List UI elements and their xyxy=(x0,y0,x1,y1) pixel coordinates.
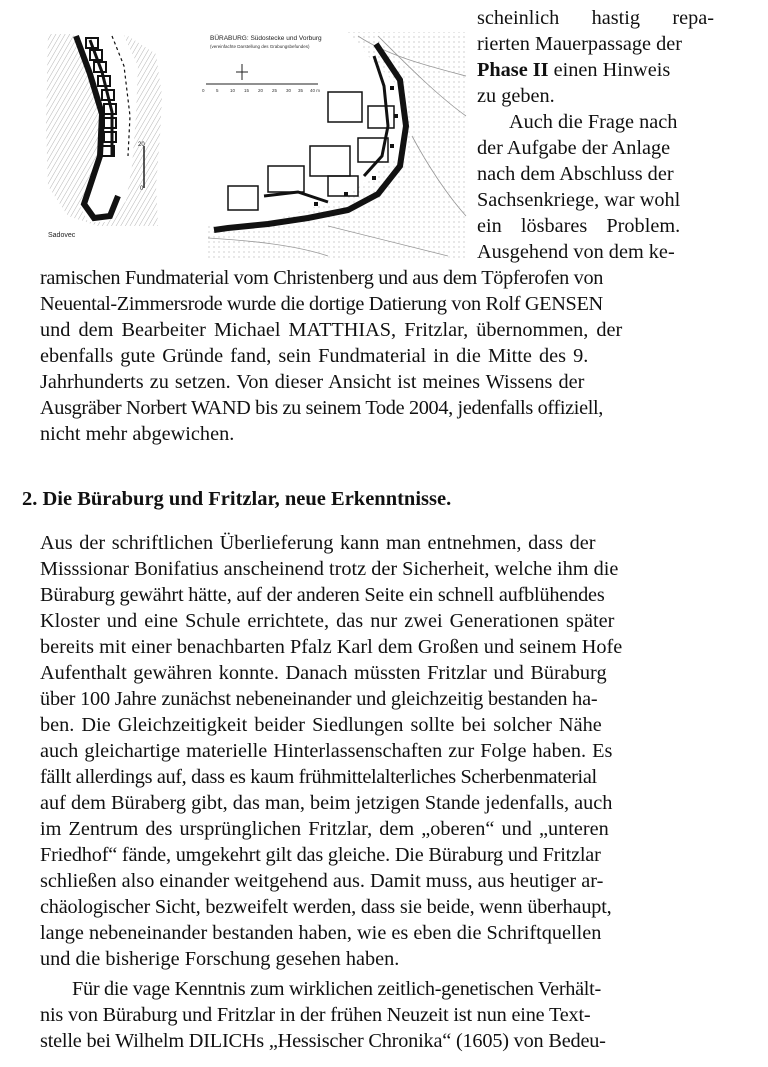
text-line-11: ramischen Fundmaterial vom Christenberg und aus dem Töpferofen von xyxy=(40,267,604,289)
excavation-plan-figure xyxy=(28,26,468,258)
left-scale-0: 0 xyxy=(140,186,144,192)
text-line-35: und die bisherige Forschung gesehen haben. xyxy=(40,948,400,970)
text-line-33: chäologischer Sicht, bezweifelt werden, dass sie beide, wenn überhaupt, xyxy=(40,896,612,918)
text-line-5: Auch die Frage nach xyxy=(509,111,678,133)
svg-text:25: 25 xyxy=(272,88,278,93)
svg-text:5: 5 xyxy=(216,88,219,93)
text-line-10: Ausgehend von dem ke- xyxy=(477,241,675,263)
text-line-19: Aus der schriftlichen Überlieferung kann man entnehmen, dass der xyxy=(40,532,596,554)
text-line-7: nach dem Abschluss der xyxy=(477,163,674,185)
text-line-24: Aufenthalt gewähren konnte. Danach müssten Fritzlar und Büraburg xyxy=(40,662,607,684)
text-line-14: ebenfalls gute Gründe fand, sein Fundmaterial in die Mitte des 9. xyxy=(40,345,589,367)
north-arrow-icon xyxy=(236,64,248,80)
line-word: scheinlich xyxy=(477,7,560,29)
svg-text:20: 20 xyxy=(258,88,264,93)
section-heading: 2. Die Büraburg und Fritzlar, neue Erkenntnisse. xyxy=(22,488,452,510)
text-line-9: ein lösbares Problem. xyxy=(477,215,681,237)
text-line-22: Kloster und eine Schule errichtete, das nur zwei Generationen später xyxy=(40,610,615,632)
svg-text:0: 0 xyxy=(202,88,205,93)
text-line-34: lange nebeneinander bestanden haben, wie es eben die Schriftquellen xyxy=(40,922,602,944)
text-line-38: stelle bei Wilhelm DILICHs „Hessischer Chronika“ (1605) von Bedeu- xyxy=(40,1030,606,1052)
text-line-12: Neuental-Zimmersrode wurde die dortige Datierung von Rolf GENSEN xyxy=(40,293,603,315)
plan-subtitle: (vereinfachte Darstellung des Grabungsbefundes) xyxy=(210,44,310,49)
svg-text:30: 30 xyxy=(286,88,292,93)
svg-text:40 m: 40 m xyxy=(310,88,321,93)
text-line-20: Misssionar Bonifatius anscheinend trotz der Sicherheit, welche ihm die xyxy=(40,558,619,580)
text-line-29: auf dem Büraberg gibt, das man, beim jetzigen Stande jedenfalls, auch xyxy=(40,792,613,814)
text-line-28: fällt allerdings auf, dass es kaum frühmittelalterliches Scherbenmaterial xyxy=(40,766,597,788)
svg-text:15: 15 xyxy=(244,88,250,93)
text-line-3: Phase II einen Hinweis xyxy=(477,59,671,81)
site-plan-drawing xyxy=(28,26,468,258)
text-line-32: schließen also einander weitgehend aus. Damit muss, aus heutiger ar- xyxy=(40,870,604,892)
text-line-13: und dem Bearbeiter Michael MATTHIAS, Fritzlar, übernommen, der xyxy=(40,319,623,341)
text-line-15: Jahrhunderts zu setzen. Von dieser Ansicht ist meines Wissens der xyxy=(40,371,585,393)
text-line-36: Für die vage Kenntnis zum wirklichen zeitlich-genetischen Verhält- xyxy=(72,978,601,1000)
line-word: repa- xyxy=(672,7,714,29)
text-line-25: über 100 Jahre zunächst nebeneinander und gleichzeitig bestanden ha- xyxy=(40,688,598,710)
text-line-31: Friedhof“ fände, umgekehrt gilt das gleiche. Die Büraburg und Fritzlar xyxy=(40,844,601,866)
left-scale-20: 20 xyxy=(138,142,145,148)
text-line-21: Büraburg gewährt hätte, auf der anderen Seite ein schnell aufblühendes xyxy=(40,584,605,606)
line-word: hastig xyxy=(591,7,641,29)
text-line-37: nis von Büraburg und Fritzlar in der frühen Neuzeit ist nun eine Text- xyxy=(40,1004,591,1026)
text-line-16: Ausgräber Norbert WAND bis zu seinem Tode 2004, jedenfalls offiziell, xyxy=(40,397,604,419)
plan-title: BÜRABURG: Südostecke und Vorburg xyxy=(210,35,322,42)
text-line-6: der Aufgabe der Anlage xyxy=(477,137,671,159)
left-plan-label: Sadovec xyxy=(48,232,76,239)
text-line-8: Sachsenkriege, war wohl xyxy=(477,189,681,211)
text-line-1 xyxy=(477,5,714,31)
text-line-26: ben. Die Gleichzeitigkeit beider Siedlungen sollte bei solcher Nähe xyxy=(40,714,602,736)
text-line-17: nicht mehr abgewichen. xyxy=(40,423,235,445)
text-line-30: im Zentrum des ursprünglichen Fritzlar, dem „oberen“ und „unteren xyxy=(40,818,609,840)
svg-text:10: 10 xyxy=(230,88,236,93)
text-line-27: auch gleichartige materielle Hinterlassenschaften zur Folge haben. Es xyxy=(40,740,613,762)
svg-text:35: 35 xyxy=(298,88,304,93)
text-line-2: rierten Mauerpassage der xyxy=(477,33,682,55)
text-line-4: zu geben. xyxy=(477,85,555,107)
text-line-23: bereits mit einer benachbarten Pfalz Karl dem Großen und seinem Hofe xyxy=(40,636,623,658)
scale-bar xyxy=(202,84,320,93)
